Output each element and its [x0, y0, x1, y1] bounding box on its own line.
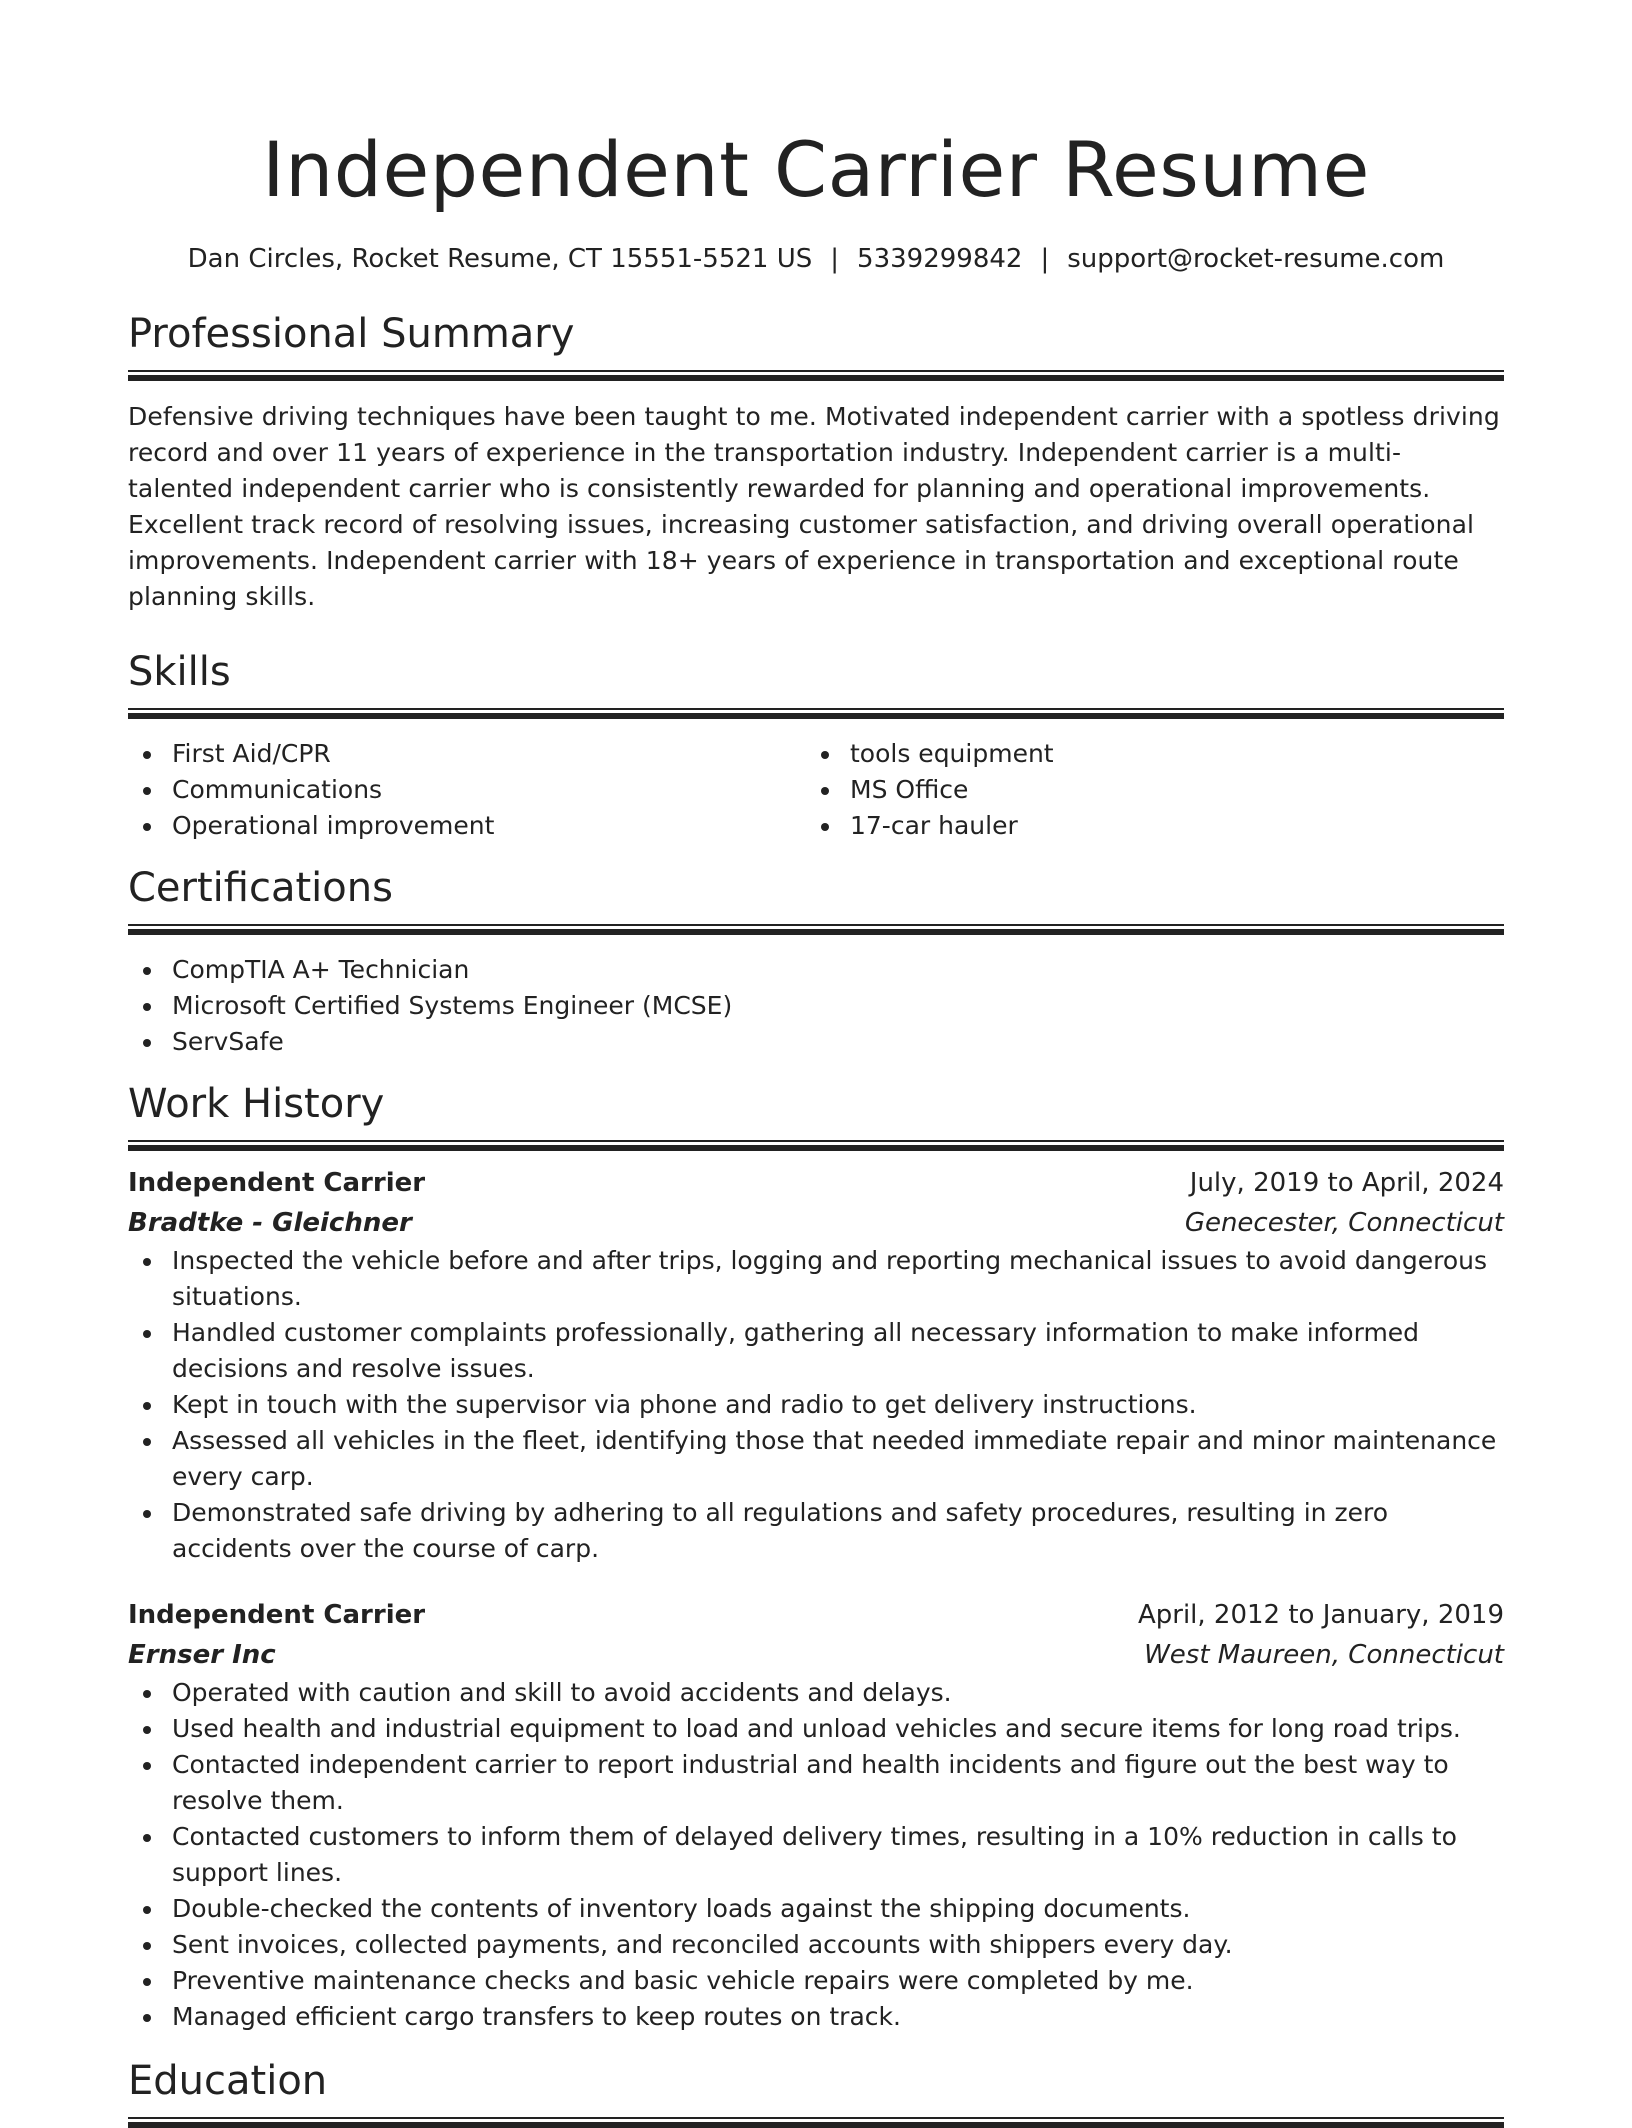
job-duty: Contacted customers to inform them of delayed delivery times, resulting in a 10% reduction in calls to support lines.	[128, 1819, 1504, 1891]
section-divider	[128, 708, 1504, 719]
section-divider	[128, 1140, 1504, 1151]
contact-email: support@rocket-resume.com	[1067, 244, 1445, 274]
section-divider	[128, 924, 1504, 935]
work-history-section	[128, 1080, 1504, 2035]
skill-item: First Aid/CPR	[128, 736, 806, 772]
job-duty: Inspected the vehicle before and after trips, logging and reporting mechanical issues to avoid dangerous situations.	[128, 1243, 1504, 1315]
contact-address: Dan Circles, Rocket Resume, CT 15551-5521 US	[187, 244, 813, 274]
job-duty: Preventive maintenance checks and basic vehicle repairs were completed by me.	[128, 1963, 1504, 1999]
skill-item: Communications	[128, 772, 806, 808]
certifications-list	[128, 952, 1504, 1060]
education-heading: Education	[128, 2058, 328, 2104]
resume-page	[128, 0, 1504, 2128]
certification-item: ServSafe	[128, 1024, 1504, 1060]
certifications-heading: Certifications	[128, 865, 393, 911]
certification-item: Microsoft Certified Systems Engineer (MCSE)	[128, 988, 1504, 1024]
contact-line	[128, 242, 1504, 276]
job-duty: Operated with caution and skill to avoid accidents and delays.	[128, 1675, 1504, 1711]
job-duties-list	[128, 1243, 1504, 1567]
skills-heading: Skills	[128, 649, 231, 695]
job-company: Ernser Inc	[128, 1640, 276, 1670]
job-location: Genecester, Connecticut	[1184, 1208, 1504, 1238]
job-company: Bradtke - Gleichner	[128, 1208, 412, 1238]
job-title: Independent Carrier	[128, 1168, 426, 1198]
contact-separator: |	[1040, 244, 1050, 274]
summary-heading: Professional Summary	[128, 311, 575, 357]
education-section	[128, 2057, 1504, 2128]
job-dates: July, 2019 to April, 2024	[1189, 1168, 1504, 1198]
skill-item: tools equipment	[806, 736, 1484, 772]
summary-section	[128, 310, 1504, 615]
work-history-heading: Work History	[128, 1081, 385, 1127]
job-location: West Maureen, Connecticut	[1144, 1640, 1504, 1670]
job-duty: Sent invoices, collected payments, and reconciled accounts with shippers every day.	[128, 1927, 1504, 1963]
job-entry	[128, 1163, 1504, 1567]
skill-item: Operational improvement	[128, 808, 806, 844]
job-entry	[128, 1595, 1504, 2035]
job-title: Independent Carrier	[128, 1600, 426, 1630]
contact-separator: |	[830, 244, 840, 274]
section-divider	[128, 370, 1504, 381]
resume-title: Independent Carrier Resume	[262, 125, 1370, 214]
job-duty: Contacted independent carrier to report industrial and health incidents and figure out the best way to resolve them.	[128, 1747, 1504, 1819]
summary-text: Defensive driving techniques have been taught to me. Motivated independent carrier with a spotless driving record and over 11 years of experience in the transportation industry. Independent carrier is a multi-talented independent carrier who is consistently rewarded for planning and operational improvements. Excellent track record of resolving issues, increasing customer satisfaction, and driving overall operational improvements. Independent carrier with 18+ years of experience in transportation and exceptional route planning skills.	[128, 402, 1500, 611]
contact-phone: 5339299842	[857, 244, 1023, 274]
job-subheader	[128, 1635, 1504, 1675]
certifications-section	[128, 864, 1504, 1060]
job-dates: April, 2012 to January, 2019	[1137, 1600, 1504, 1630]
job-duty: Kept in touch with the supervisor via phone and radio to get delivery instructions.	[128, 1387, 1504, 1423]
skill-item: MS Office	[806, 772, 1484, 808]
job-subheader	[128, 1203, 1504, 1243]
skills-left-list	[128, 736, 806, 844]
skill-item: 17-car hauler	[806, 808, 1484, 844]
section-divider	[128, 2117, 1504, 2128]
job-duties-list	[128, 1675, 1504, 2035]
job-duty: Double-checked the contents of inventory loads against the shipping documents.	[128, 1891, 1504, 1927]
job-duty: Managed efficient cargo transfers to keep routes on track.	[128, 1999, 1504, 2035]
job-duty: Demonstrated safe driving by adhering to all regulations and safety procedures, resulting in zero accidents over the course of carp.	[128, 1495, 1504, 1567]
job-header	[128, 1595, 1504, 1635]
job-header	[128, 1163, 1504, 1203]
skills-grid	[128, 736, 1504, 844]
certification-item: CompTIA A+ Technician	[128, 952, 1504, 988]
job-duty: Handled customer complaints professionally, gathering all necessary information to make informed decisions and resolve issues.	[128, 1315, 1504, 1387]
job-duty: Used health and industrial equipment to load and unload vehicles and secure items for long road trips.	[128, 1711, 1504, 1747]
job-duty: Assessed all vehicles in the fleet, identifying those that needed immediate repair and minor maintenance every carp.	[128, 1423, 1504, 1495]
skills-section	[128, 648, 1504, 844]
skills-right-list	[806, 736, 1484, 844]
